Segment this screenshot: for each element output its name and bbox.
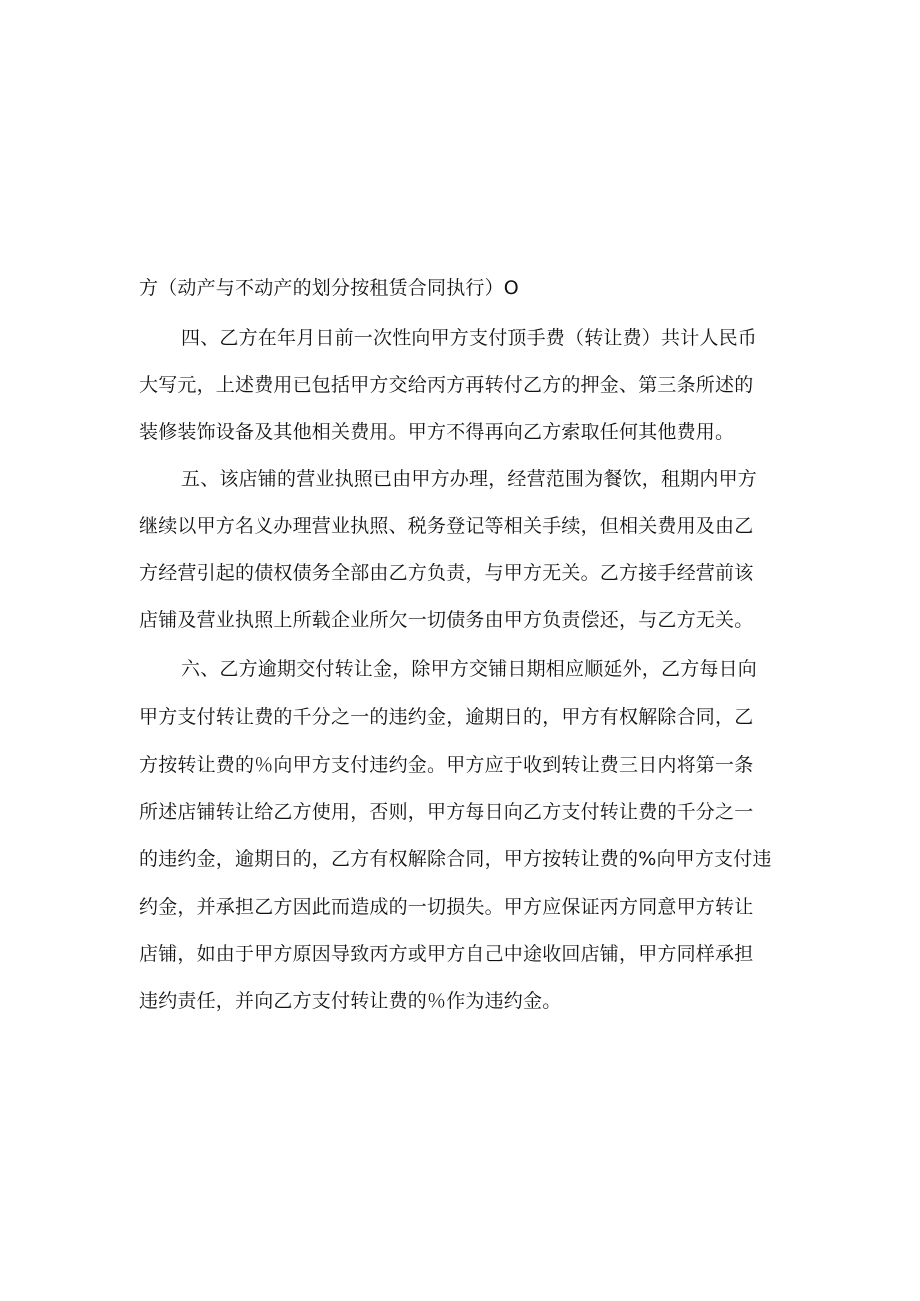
clause-6-line-1: 六、乙方逾期交付转让金，除甲方交铺日期相应顺延外，乙方每日向 bbox=[181, 658, 758, 680]
clause-6-line-8: 违约责任，并向乙方支付转让费的％作为违约金。 bbox=[139, 990, 562, 1012]
clause-6-line-7: 店铺，如由于甲方原因导致丙方或甲方自己中途收回店铺，甲方同样承担 bbox=[139, 943, 754, 965]
clause-5-line-2: 继续以甲方名义办理营业执照、税务登记等相关手续，但相关费用及由乙 bbox=[139, 515, 754, 537]
clause-4-line-3: 装修装饰设备及其他相关费用。甲方不得再向乙方索取任何其他费用。 bbox=[139, 421, 735, 443]
clause-4-line-1: 四、乙方在年月日前一次性向甲方支付顶手费（转让费）共计人民币 bbox=[181, 327, 758, 349]
clause-5-line-3: 方经营引起的债权债务全部由乙方负责，与甲方无关。乙方接手经营前该 bbox=[139, 562, 754, 584]
clause-6-line-5: 的违约金，逾期日的，乙方有权解除合同，甲方按转让费的%向甲方支付违 bbox=[139, 848, 772, 870]
clause-6-line-4: 所述店铺转让给乙方使用，否则，甲方每日向乙方支付转让费的千分之一 bbox=[139, 801, 754, 823]
clause-6-line-6: 约金，并承担乙方因此而造成的一切损失。甲方应保证丙方同意甲方转让 bbox=[139, 896, 754, 918]
clause-6-line-3: 方按转让费的％向甲方支付违约金。甲方应于收到转让费三日内将第一条 bbox=[139, 754, 754, 776]
clause-6-line-2: 甲方支付转让费的千分之一的违约金，逾期日的，甲方有权解除合同，乙 bbox=[139, 706, 754, 728]
clause-4-line-2: 大写元，上述费用已包括甲方交给丙方再转付乙方的押金、第三条所述的 bbox=[139, 374, 754, 396]
clause-5-line-4: 店铺及营业执照上所载企业所欠一切债务由甲方负责偿还，与乙方无关。 bbox=[139, 609, 754, 631]
clause-5-line-1: 五、该店铺的营业执照已由甲方办理，经营范围为餐饮，租期内甲方 bbox=[181, 468, 758, 490]
text-line-1: 方（动产与不动产的划分按租赁合同执行）O bbox=[139, 277, 519, 299]
